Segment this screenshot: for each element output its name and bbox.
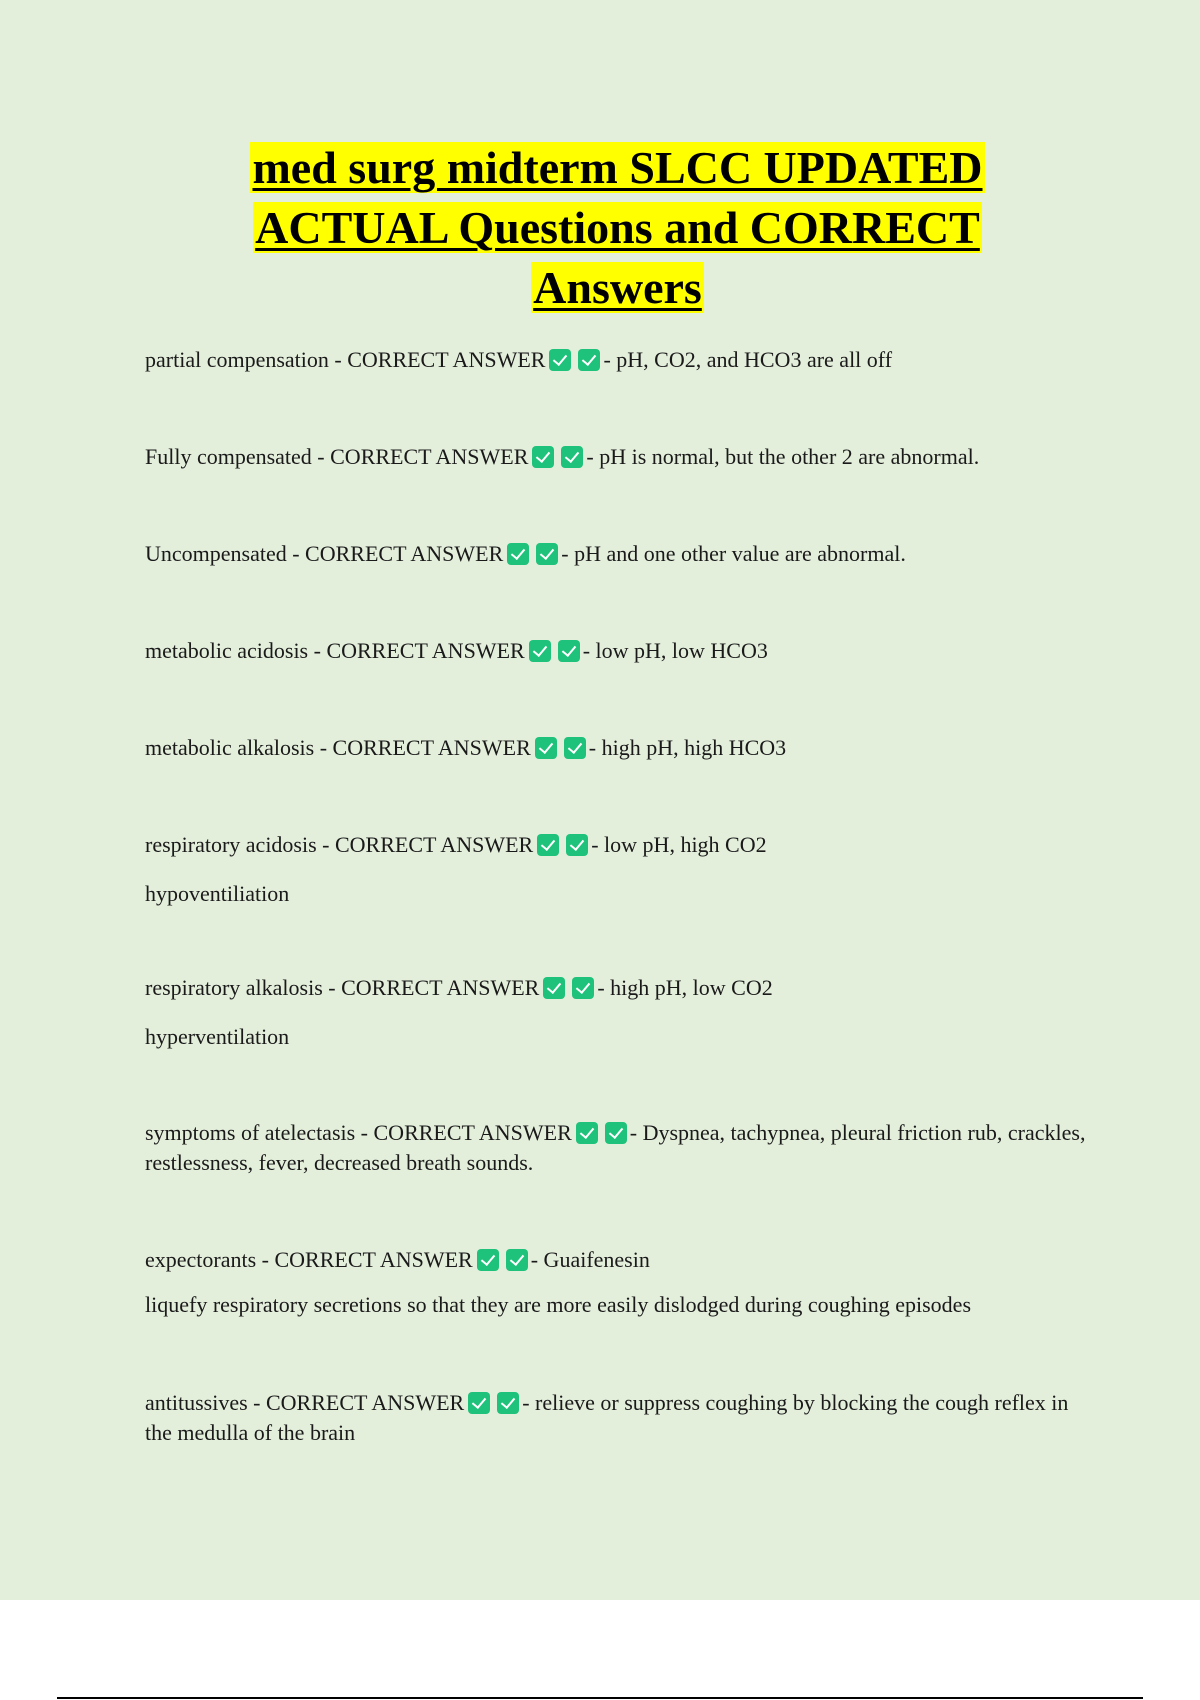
title-line: Answers	[533, 262, 702, 313]
qa-entry	[145, 1118, 1090, 1178]
check-icon	[532, 446, 554, 468]
qa-term: antitussives - CORRECT ANSWER	[145, 1390, 465, 1415]
qa-answer: - pH and one other value are abnormal.	[561, 541, 906, 566]
qa-answer: - Guaifenesin	[530, 1247, 650, 1272]
document-title	[145, 138, 1090, 318]
qa-entry	[145, 1245, 1090, 1320]
check-icon	[543, 977, 565, 999]
check-icon	[506, 1249, 528, 1271]
qa-entry	[145, 539, 1090, 569]
qa-term: symptoms of atelectasis - CORRECT ANSWER	[145, 1120, 572, 1145]
check-icon	[537, 834, 559, 856]
footer-divider	[57, 1697, 1143, 1699]
qa-answer: - pH, CO2, and HCO3 are all off	[603, 347, 893, 372]
qa-term: Uncompensated - CORRECT ANSWER	[145, 541, 504, 566]
check-icon	[507, 543, 529, 565]
check-icon	[561, 446, 583, 468]
qa-extra-note: hyperventilation	[145, 1024, 290, 1049]
check-icon	[572, 977, 594, 999]
title-line: med surg midterm SLCC UPDATED	[252, 142, 983, 193]
check-icon	[564, 737, 586, 759]
qa-entry	[145, 973, 1090, 1052]
qa-answer: - low pH, high CO2	[591, 832, 767, 857]
check-icon	[605, 1122, 627, 1144]
qa-term: expectorants - CORRECT ANSWER	[145, 1247, 473, 1272]
check-icon	[468, 1392, 490, 1414]
qa-entry	[145, 733, 1090, 763]
qa-extra-note: liquefy respiratory secretions so that they are more easily dislodged during coughing episodes	[145, 1292, 972, 1317]
check-icon	[576, 1122, 598, 1144]
check-icon	[536, 543, 558, 565]
qa-term: metabolic acidosis - CORRECT ANSWER	[145, 638, 525, 663]
check-icon	[477, 1249, 499, 1271]
qa-entry	[145, 1388, 1090, 1448]
check-icon	[578, 349, 600, 371]
qa-answer: - low pH, low HCO3	[582, 638, 768, 663]
qa-term: respiratory acidosis - CORRECT ANSWER	[145, 832, 534, 857]
title-line: ACTUAL Questions and CORRECT	[255, 202, 980, 253]
check-icon	[535, 737, 557, 759]
check-icon	[566, 834, 588, 856]
qa-answer: - pH is normal, but the other 2 are abnormal.	[586, 444, 980, 469]
check-icon	[529, 640, 551, 662]
qa-term: Fully compensated - CORRECT ANSWER	[145, 444, 529, 469]
check-icon	[497, 1392, 519, 1414]
qa-extra-note: hypoventiliation	[145, 881, 290, 906]
qa-term: respiratory alkalosis - CORRECT ANSWER	[145, 975, 540, 1000]
qa-entry	[145, 830, 1090, 909]
qa-answer: - high pH, high HCO3	[588, 735, 787, 760]
qa-term: metabolic alkalosis - CORRECT ANSWER	[145, 735, 531, 760]
qa-entry	[145, 345, 1090, 375]
qa-answer: - Dyspnea, tachypnea, pleural friction rub, crackles, restlessness, fever, decreased breath sounds.	[145, 1120, 1086, 1175]
check-icon	[549, 349, 571, 371]
qa-term: partial compensation - CORRECT ANSWER	[145, 347, 546, 372]
qa-answer: - high pH, low CO2	[597, 975, 773, 1000]
qa-entry	[145, 442, 1090, 472]
qa-entry	[145, 636, 1090, 666]
check-icon	[558, 640, 580, 662]
qa-answer: - relieve or suppress coughing by blocking the cough reflex in the medulla of the brain	[145, 1390, 1069, 1445]
